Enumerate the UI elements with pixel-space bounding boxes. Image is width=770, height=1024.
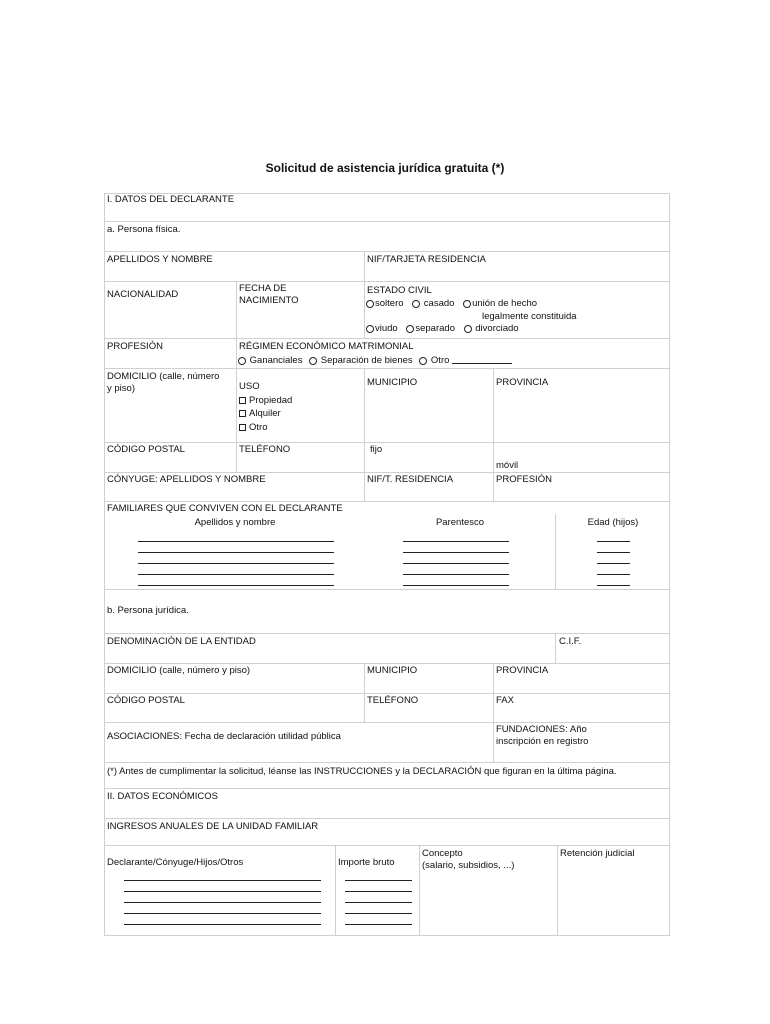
familiar-parentesco-line[interactable] — [403, 585, 509, 586]
checkbox-alquiler[interactable] — [239, 407, 292, 421]
ingresos-heading: INGRESOS ANUALES DE LA UNIDAD FAMILIAR — [107, 821, 319, 832]
apellidos-nombre-field[interactable]: APELLIDOS Y NOMBRE — [107, 254, 213, 265]
familiar-parentesco-line[interactable] — [403, 574, 509, 575]
radio-icon — [366, 300, 374, 308]
row-divider — [104, 501, 670, 502]
radio-icon — [412, 300, 420, 308]
uso-group — [239, 380, 292, 434]
row-divider — [104, 589, 670, 590]
provincia-field[interactable]: PROVINCIA — [496, 377, 549, 388]
uso-label: USO — [239, 381, 260, 392]
viudo-label: viudo — [375, 323, 398, 334]
radio-viudo[interactable] — [366, 323, 398, 334]
concepto-line2: (salario, subsidios, ...) — [422, 860, 515, 871]
estado-civil-row2 — [366, 323, 519, 335]
checkbox-icon — [239, 410, 246, 417]
ingreso-importe-line[interactable] — [345, 913, 412, 914]
radio-separacion-bienes[interactable] — [309, 355, 413, 366]
row-divider — [104, 693, 670, 694]
persona-fisica-label: a. Persona física. — [107, 224, 181, 235]
telefono-fijo-field[interactable]: fijo — [370, 444, 383, 455]
domicilio-juridica-field[interactable]: DOMICILIO (calle, número y piso) — [107, 665, 251, 676]
col-divider — [493, 663, 494, 762]
familiar-parentesco-line[interactable] — [403, 541, 509, 542]
separacion-label: Separación de bienes — [320, 355, 413, 366]
row-divider — [104, 281, 670, 282]
domicilio-line2: y piso) — [107, 383, 135, 394]
domicilio-field[interactable] — [107, 371, 219, 395]
otro-blank[interactable] — [452, 354, 512, 364]
familiar-parentesco-line[interactable] — [403, 563, 509, 564]
familiar-name-line[interactable] — [138, 552, 334, 553]
radio-icon — [309, 357, 317, 365]
row-divider — [104, 845, 670, 846]
instructions-note: (*) Antes de cumplimentar la solicitud, léanse las INSTRUCCIONES y la DECLARACIÓN que figuran en la última página. — [107, 766, 617, 777]
col-divider — [419, 845, 420, 936]
familiar-name-line[interactable] — [138, 541, 334, 542]
fundaciones-field[interactable] — [496, 724, 588, 748]
row-divider — [104, 442, 670, 443]
col-divider — [335, 845, 336, 936]
familiar-edad-line[interactable] — [597, 574, 630, 575]
propiedad-label: Propiedad — [249, 394, 293, 406]
ingreso-declarante-line[interactable] — [124, 913, 321, 914]
fax-field[interactable]: FAX — [496, 695, 514, 706]
regimen-options — [238, 354, 512, 367]
regimen-label: RÉGIMEN ECONÓMICO MATRIMONIAL — [239, 341, 414, 352]
col-divider — [557, 845, 558, 936]
telefono-label: TELÉFONO — [239, 444, 291, 455]
radio-casado[interactable] — [412, 298, 454, 309]
profesion-conyuge-field[interactable]: PROFESIÓN — [496, 474, 552, 485]
estado-civil-label: ESTADO CIVIL — [367, 285, 432, 296]
checkbox-propiedad[interactable] — [239, 394, 292, 408]
ingreso-importe-line[interactable] — [345, 891, 412, 892]
col-divider — [236, 368, 237, 472]
ingreso-declarante-line[interactable] — [124, 880, 321, 881]
codigo-postal-field[interactable]: CÓDIGO POSTAL — [107, 444, 185, 455]
col-apellidos-nombre: Apellidos y nombre — [194, 517, 276, 528]
ingreso-importe-line[interactable] — [345, 924, 412, 925]
familiar-parentesco-line[interactable] — [403, 552, 509, 553]
municipio-juridica-field[interactable]: MUNICIPIO — [367, 665, 418, 676]
col-parentesco: Parentesco — [435, 517, 485, 528]
section2-heading: II. DATOS ECONÓMICOS — [107, 791, 219, 802]
col-divider — [364, 368, 365, 501]
estado-civil-row1 — [366, 298, 537, 310]
col-divider — [364, 663, 365, 722]
concepto-line1: Concepto — [422, 848, 463, 859]
radio-divorciado[interactable] — [464, 323, 519, 334]
nif-tarjeta-field[interactable]: NIF/TARJETA RESIDENCIA — [367, 254, 486, 265]
provincia-juridica-field[interactable]: PROVINCIA — [496, 665, 549, 676]
profesion-field[interactable]: PROFESIÓN — [107, 341, 163, 352]
telefono-juridica-field[interactable]: TELÉFONO — [367, 695, 419, 706]
radio-soltero[interactable] — [366, 298, 404, 309]
ingreso-declarante-line[interactable] — [124, 902, 321, 903]
municipio-field[interactable]: MUNICIPIO — [367, 377, 418, 388]
union-label-2: legalmente constituida — [482, 311, 577, 322]
casado-label: casado — [423, 298, 455, 309]
familiar-name-line[interactable] — [138, 585, 334, 586]
cif-field[interactable]: C.I.F. — [559, 636, 582, 647]
radio-otro[interactable] — [419, 355, 512, 366]
radio-union[interactable] — [463, 298, 537, 309]
familiares-heading: FAMILIARES QUE CONVIVEN CON EL DECLARANTE — [107, 503, 343, 514]
col-divider — [364, 281, 365, 338]
asociaciones-field[interactable]: ASOCIACIONES: Fecha de declaración utilidad pública — [107, 731, 341, 742]
familiar-edad-line[interactable] — [597, 552, 630, 553]
checkbox-icon — [239, 424, 246, 431]
row-divider — [104, 368, 670, 369]
alquiler-label: Alquiler — [249, 408, 281, 419]
row-divider — [104, 472, 670, 473]
otro-uso-label: Otro — [249, 421, 268, 433]
fecha-nacimiento-field[interactable] — [239, 283, 298, 307]
persona-juridica-label: b. Persona jurídica. — [107, 605, 189, 616]
familiar-edad-line[interactable] — [597, 541, 630, 542]
familiar-name-line[interactable] — [138, 574, 334, 575]
radio-icon — [366, 325, 374, 333]
telefono-movil-field[interactable]: móvil — [496, 460, 519, 471]
row-divider — [104, 818, 670, 819]
radio-icon — [463, 300, 471, 308]
row-divider — [104, 762, 670, 763]
row-divider — [104, 633, 670, 634]
otro-label: Otro — [430, 355, 450, 366]
radio-separado[interactable] — [406, 323, 455, 334]
ingreso-importe-line[interactable] — [345, 902, 412, 903]
ingreso-importe-line[interactable] — [345, 880, 412, 881]
soltero-label: soltero — [375, 298, 404, 309]
section1-heading: I. DATOS DEL DECLARANTE — [107, 194, 235, 205]
ingreso-declarante-line[interactable] — [124, 924, 321, 925]
gananciales-label: Gananciales — [249, 355, 303, 366]
checkbox-icon — [239, 397, 246, 404]
union-label: unión de hecho — [472, 298, 538, 309]
separado-label: separado — [415, 323, 455, 334]
row-divider — [104, 221, 670, 222]
codigo-postal-juridica-field[interactable]: CÓDIGO POSTAL — [107, 695, 185, 706]
col-edad: Edad (hijos) — [587, 517, 639, 528]
nacionalidad-field[interactable]: NACIONALIDAD — [107, 289, 179, 300]
col-divider — [236, 338, 237, 368]
denominacion-field[interactable]: DENOMINACIÓN DE LA ENTIDAD — [107, 636, 256, 647]
col-importe: Importe bruto — [338, 857, 395, 868]
page-title: Solicitud de asistencia jurídica gratuita (*) — [265, 161, 505, 175]
radio-icon — [419, 357, 427, 365]
fecha-nacimiento-line2: NACIMIENTO — [239, 295, 299, 306]
col-divider — [555, 633, 556, 663]
fundaciones-line2: inscripción en registro — [496, 736, 589, 747]
fundaciones-line1: FUNDACIONES: Año — [496, 724, 587, 735]
radio-gananciales[interactable] — [238, 355, 302, 366]
row-divider — [104, 338, 670, 339]
col-divider — [364, 251, 365, 281]
domicilio-line1: DOMICILIO (calle, número — [107, 371, 220, 382]
radio-icon — [238, 357, 246, 365]
radio-icon — [406, 325, 414, 333]
fecha-nacimiento-line1: FECHA DE — [239, 283, 287, 294]
col-declarante: Declarante/Cónyuge/Hijos/Otros — [107, 857, 244, 868]
radio-icon — [464, 325, 472, 333]
familiar-edad-line[interactable] — [597, 563, 630, 564]
row-divider — [104, 722, 670, 723]
familiar-edad-line[interactable] — [597, 585, 630, 586]
col-concepto — [422, 848, 514, 872]
col-divider — [493, 368, 494, 501]
ingreso-declarante-line[interactable] — [124, 891, 321, 892]
divorciado-label: divorciado — [475, 323, 519, 334]
col-retencion: Retención judicial — [560, 848, 635, 859]
row-divider — [104, 788, 670, 789]
nif-residencia-field[interactable]: NIF/T. RESIDENCIA — [367, 474, 454, 485]
row-divider — [104, 251, 670, 252]
checkbox-otro[interactable] — [239, 421, 292, 435]
col-divider — [236, 281, 237, 338]
row-divider — [104, 663, 670, 664]
familiar-name-line[interactable] — [138, 563, 334, 564]
col-divider — [555, 514, 556, 589]
conyuge-field[interactable]: CÓNYUGE: APELLIDOS Y NOMBRE — [107, 474, 266, 485]
